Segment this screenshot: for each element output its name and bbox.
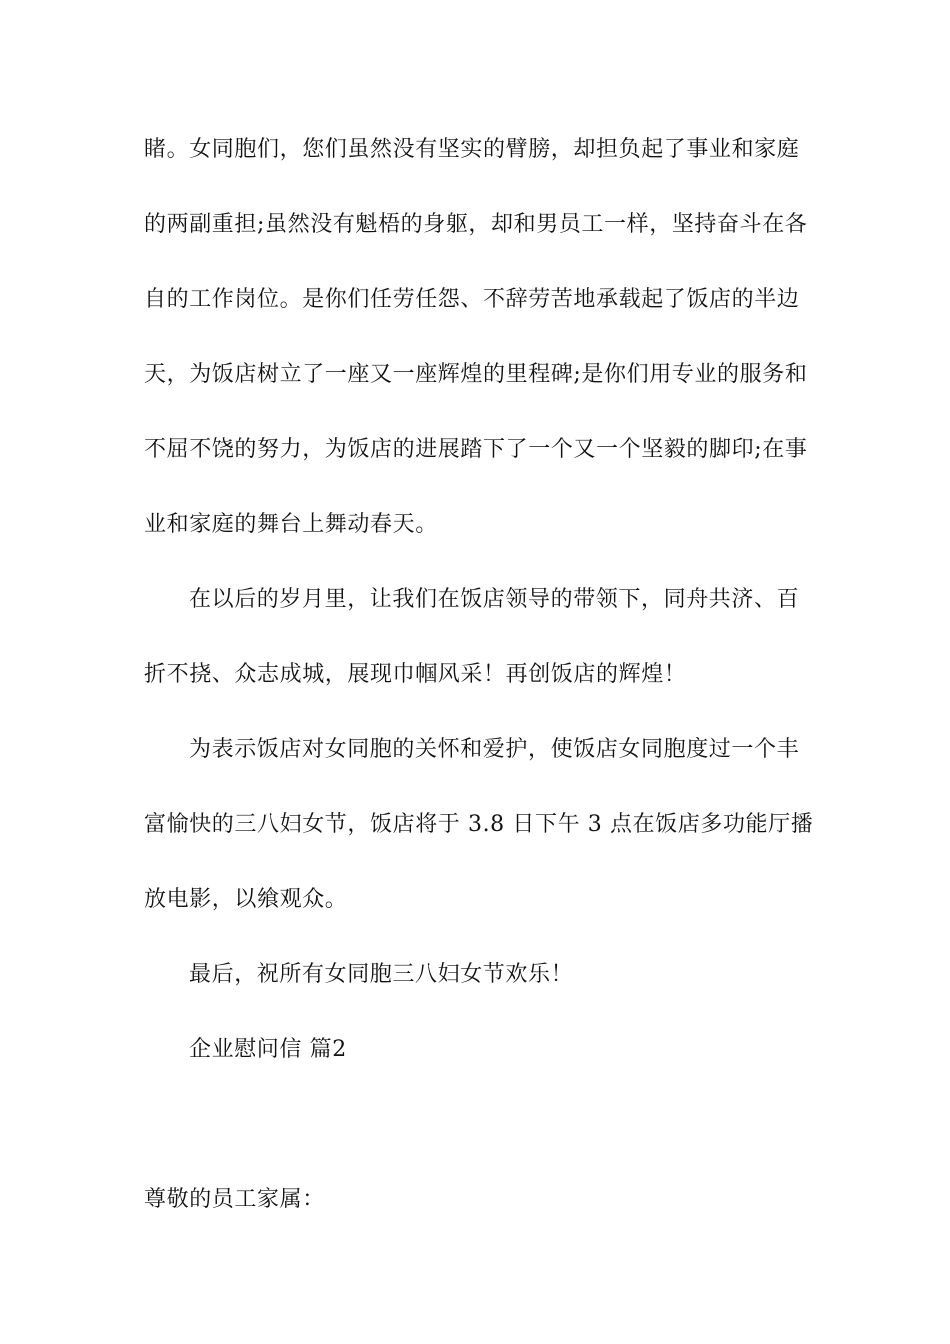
salutation: 尊敬的员工家属： xyxy=(144,1187,325,1212)
body-text-line: 天，为饭店树立了一座又一座辉煌的里程碑;是你们用专业的服务和 xyxy=(144,362,808,387)
body-text-line: 富愉快的三八妇女节，饭店将于 3.8 日下午 3 点在饭店多功能厅播 xyxy=(144,812,814,837)
paragraph-first-line: 为表示饭店对女同胞的关怀和爱护，使饭店女同胞度过一个丰 xyxy=(189,737,800,762)
body-text-line: 不屈不饶的努力，为饭店的进展踏下了一个又一个坚毅的脚印;在事 xyxy=(144,437,808,462)
body-text-line: 业和家庭的舞台上舞动春天。 xyxy=(144,512,438,537)
paragraph-first-line: 在以后的岁月里，让我们在饭店领导的带领下，同舟共济、百 xyxy=(189,587,800,612)
body-text-line: 放电影，以飨观众。 xyxy=(144,887,348,912)
closing-wish: 最后，祝所有女同胞三八妇女节欢乐！ xyxy=(189,962,574,987)
body-text-line: 自的工作岗位。是你们任劳任怨、不辞劳苦地承载起了饭店的半边 xyxy=(144,287,800,312)
body-text-line: 的两副重担;虽然没有魁梧的身躯，却和男员工一样，坚持奋斗在各 xyxy=(144,212,808,237)
section-heading: 企业慰问信 篇2 xyxy=(189,1037,347,1062)
body-text-line: 折不挠、众志成城，展现巾帼风采！再创饭店的辉煌！ xyxy=(144,662,687,687)
body-text-line: 睹。女同胞们，您们虽然没有坚实的臂膀，却担负起了事业和家庭 xyxy=(144,137,800,162)
